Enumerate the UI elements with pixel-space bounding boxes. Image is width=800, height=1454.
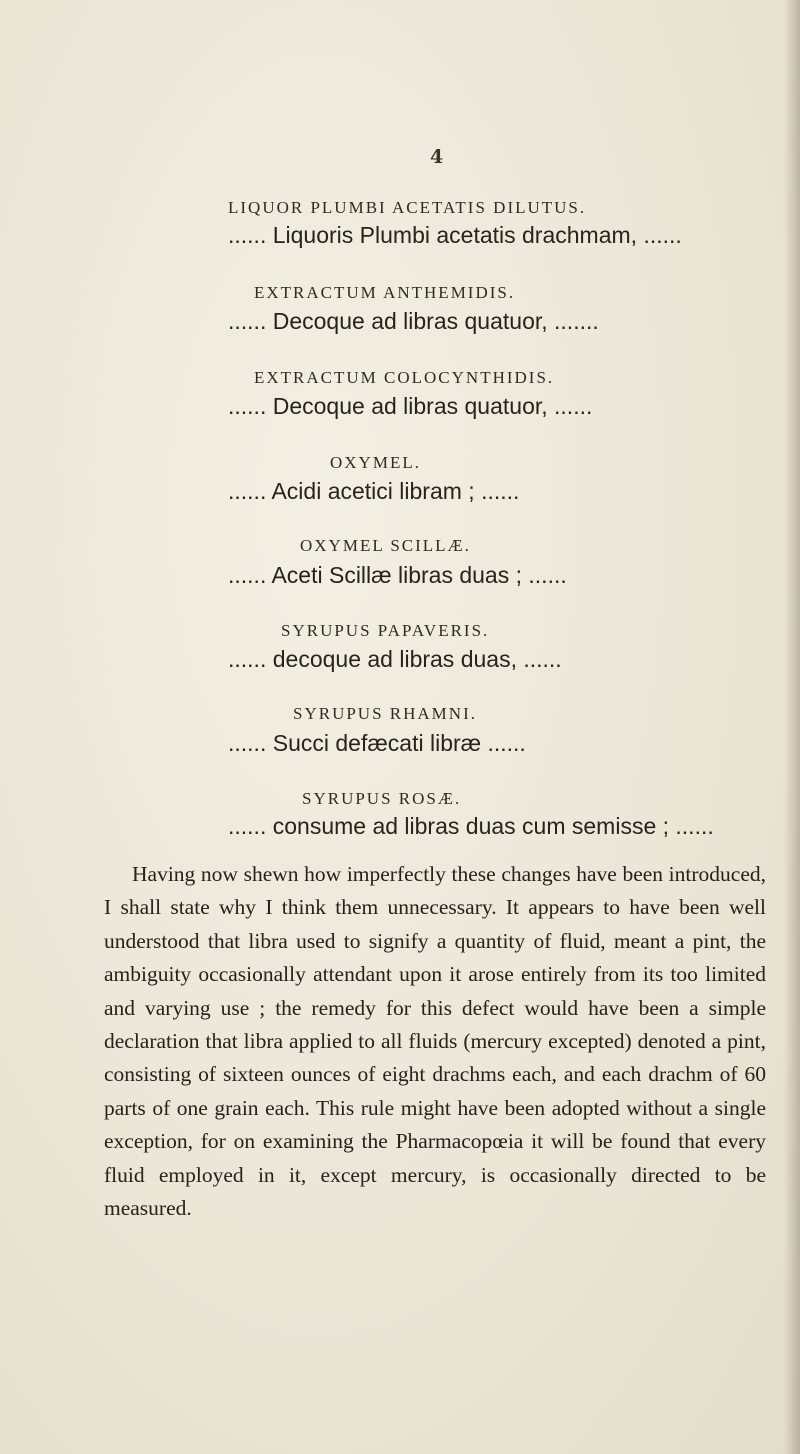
entry-heading: LIQUOR PLUMBI ACETATIS DILUTUS.	[228, 198, 587, 217]
entry-line: ...... Decoque ad libras quatuor, ......	[228, 393, 593, 419]
entry-heading: OXYMEL SCILLÆ.	[300, 536, 471, 555]
entry-heading: SYRUPUS RHAMNI.	[293, 704, 477, 723]
entry-line: ...... consume ad libras duas cum semisse ; ......	[228, 813, 714, 839]
page-number: 4	[430, 146, 444, 168]
entry-line: ...... decoque ad libras duas, ......	[228, 646, 562, 672]
page-edge-shadow	[784, 0, 800, 1454]
entry-line: ...... Aceti Scillæ libras duas ; ......	[228, 562, 567, 588]
entry-heading: SYRUPUS ROSÆ.	[302, 789, 462, 808]
entry-heading: OXYMEL.	[330, 453, 421, 472]
entry-line: ...... Acidi acetici libram ; ......	[228, 478, 520, 504]
entry-line: ...... Succi defæcati libræ ......	[228, 730, 526, 756]
entry-line: ...... Decoque ad libras quatuor, .......	[228, 308, 599, 334]
entry-heading: EXTRACTUM ANTHEMIDIS.	[254, 283, 516, 302]
entry-line: ...... Liquoris Plumbi acetatis drachmam, ......	[228, 222, 682, 248]
entry-heading: EXTRACTUM COLOCYNTHIDIS.	[254, 368, 555, 387]
body-paragraph: Having now shewn how imperfectly these changes have been introduced, I shall state why I think them unnecessary. It appears to have been well understood that libra used to signify a quantity of fluid, meant a pint, the ambiguity occasionally attendant upon it arose entirely from its too limited and varying use ; the remedy for this defect would have been a simple declaration that libra applied to all fluids (mercury excepted) denoted a pint, consisting of sixteen ounces of eight drachms each, and each drachm of 60 parts of one grain each. This rule might have been adopted without a single exception, for on examining the Pharmacopœia it will be found that every fluid employed in it, except mercury, is occasionally directed to be measured.	[104, 862, 766, 1221]
entry-heading: SYRUPUS PAPAVERIS.	[281, 621, 490, 640]
